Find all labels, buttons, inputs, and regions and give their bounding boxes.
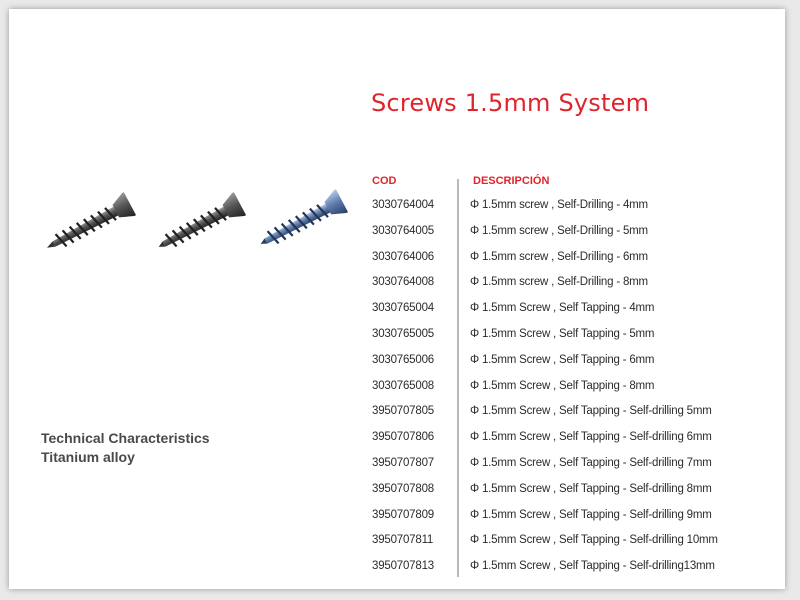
page-title: Screws 1.5mm System: [371, 89, 650, 117]
product-code: 3950707809: [372, 508, 434, 521]
product-description: Φ 1.5mm screw , Self-Drilling - 5mm: [470, 224, 648, 237]
table-row: [372, 483, 772, 509]
product-description: Φ 1.5mm Screw , Self Tapping - Self-drilling 5mm: [470, 405, 712, 418]
product-description: Φ 1.5mm Screw , Self Tapping - 5mm: [470, 327, 655, 340]
product-code: 3950707806: [372, 431, 434, 444]
product-code: 3030764008: [372, 276, 434, 289]
table-row: [372, 328, 772, 354]
table-row: [372, 276, 772, 302]
product-description: Φ 1.5mm Screw , Self Tapping - 4mm: [470, 302, 655, 315]
table-row: [372, 199, 772, 225]
product-description: Φ 1.5mm Screw , Self Tapping - Self-drilling 6mm: [470, 431, 712, 444]
table-row: [372, 457, 772, 483]
product-code: 3030764006: [372, 250, 434, 263]
product-description: Φ 1.5mm Screw , Self Tapping - 6mm: [470, 353, 655, 366]
screw-blue-anodized-icon: [255, 189, 348, 249]
table-row: [372, 354, 772, 380]
product-description: Φ 1.5mm Screw , Self Tapping - Self-drilling 8mm: [470, 482, 712, 495]
product-code: 3030765006: [372, 353, 434, 366]
column-header-description: DESCRIPCIÓN: [473, 175, 550, 187]
table-row: [372, 251, 772, 277]
table-row: [372, 380, 772, 406]
product-table: [372, 199, 772, 586]
table-row: [372, 509, 772, 535]
technical-heading: Technical Characteristics: [41, 430, 210, 446]
product-code: 3030764004: [372, 199, 434, 211]
product-code: 3030765004: [372, 302, 434, 315]
product-description: Φ 1.5mm Screw , Self Tapping - Self-drilling 10mm: [470, 534, 718, 547]
material-text: Titanium alloy: [41, 449, 135, 465]
table-row: [372, 431, 772, 457]
product-description: Φ 1.5mm screw , Self-Drilling - 6mm: [470, 250, 648, 263]
product-description: Φ 1.5mm Screw , Self Tapping - 8mm: [470, 379, 655, 392]
product-code: 3950707813: [372, 560, 434, 573]
product-code: 3950707805: [372, 405, 434, 418]
screw-self-tapping-icon: [153, 192, 246, 249]
product-code: 3030765008: [372, 379, 434, 392]
product-description: Φ 1.5mm Screw , Self Tapping - Self-drilling 7mm: [470, 456, 712, 469]
product-code: 3030764005: [372, 224, 434, 237]
product-code: 3950707811: [372, 534, 434, 547]
product-code: 3030765005: [372, 327, 434, 340]
table-row: [372, 302, 772, 328]
page-frame: [9, 9, 785, 589]
product-description: Φ 1.5mm screw , Self-Drilling - 4mm: [470, 199, 648, 211]
technical-characteristics: [41, 429, 210, 467]
table-row: [372, 225, 772, 251]
table-row: [372, 560, 772, 586]
table-row: [372, 405, 772, 431]
screw-self-drilling-icon: [44, 192, 136, 249]
product-code: 3950707807: [372, 456, 434, 469]
table-row: [372, 534, 772, 560]
product-code: 3950707808: [372, 482, 434, 495]
product-description: Φ 1.5mm Screw , Self Tapping - Self-drilling13mm: [470, 560, 715, 573]
screw-images: [44, 169, 354, 249]
product-description: Φ 1.5mm screw , Self-Drilling - 8mm: [470, 276, 648, 289]
column-header-code: COD: [372, 175, 397, 187]
product-description: Φ 1.5mm Screw , Self Tapping - Self-drilling 9mm: [470, 508, 712, 521]
